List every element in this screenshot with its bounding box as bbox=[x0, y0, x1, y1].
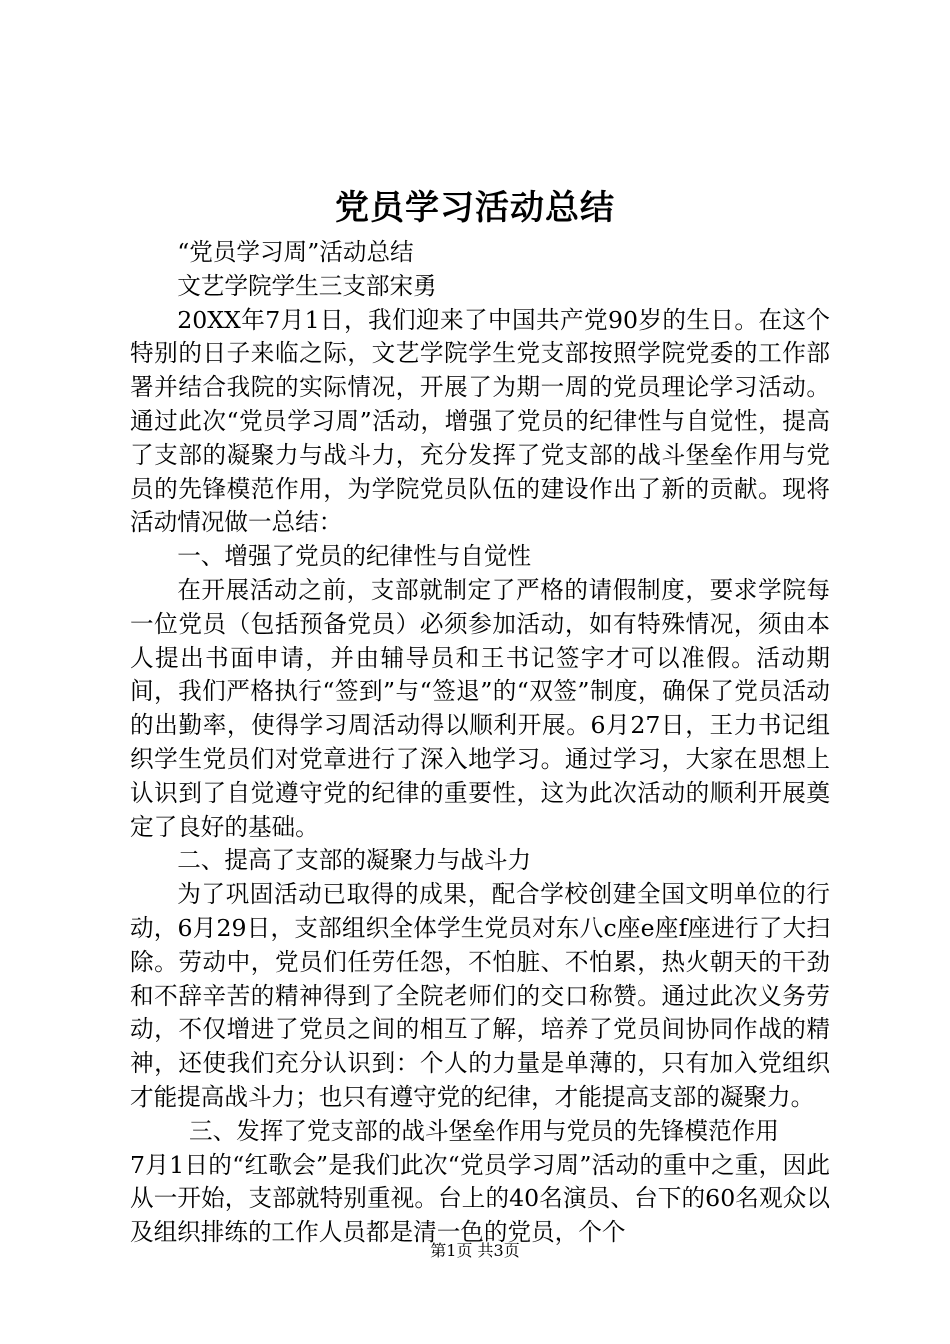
document-title: 党员学习活动总结 bbox=[335, 188, 615, 228]
body-paragraph: 为了巩固活动已取得的成果，配合学校创建全国文明单位的行动，6月29日，支部组织全体学生党员对东八c座e座f座进行了大扫除。劳动中，党员们任劳任怨，不怕脏、不怕累，热火朝天的干劲和不辞辛苦的精神得到了全院老师们的交口称赞。通过此次义务劳动，不仅增进了党员之间的相互了解，培养了党员间协同作战的精神，还使我们充分认识到：个人的力量是单薄的，只有加入党组织才能提高战斗力；也只有遵守党的纪律，才能提高支部的凝聚力。 bbox=[130, 880, 830, 1111]
body-paragraph: 7月1日的“红歌会”是我们此次“党员学习周”活动的重中之重，因此从一开始，支部就特别重视。台上的40名演员、台下的60名观众以及组织排练的工作人员都是清一色的党员，个个 bbox=[130, 1150, 830, 1247]
page-footer: 第1页 共3页 bbox=[430, 1241, 520, 1260]
document-body bbox=[130, 236, 830, 1250]
author-line: 文艺学院学生三支部宋勇 bbox=[177, 271, 437, 300]
section-heading: 二、提高了支部的凝聚力与战斗力 bbox=[177, 846, 532, 875]
body-paragraph: 20XX年7月1日，我们迎来了中国共产党90岁的生日。在这个特别的日子来临之际，文艺学院学生党支部按照学院党委的工作部署并结合我院的实际情况，开展了为期一周的党员理论学习活动。通过此次“党员学习周”活动，增强了党员的纪律性与自觉性，提高了支部的凝聚力与战斗力，充分发挥了党支部的战斗堡垒作用与党员的先锋模范作用，为学院党员队伍的建设作出了新的贡献。现将活动情况做一总结： bbox=[130, 305, 830, 537]
section-heading: 三、发挥了党支部的战斗堡垒作用与党员的先锋模范作用 bbox=[189, 1116, 779, 1145]
section-heading: 一、增强了党员的纪律性与自觉性 bbox=[177, 542, 532, 571]
body-paragraph: 在开展活动之前，支部就制定了严格的请假制度，要求学院每一位党员（包括预备党员）必须参加活动，如有特殊情况，须由本人提出书面申请，并由辅导员和王书记签字才可以准假。活动期间，我们严格执行“签到”与“签退”的“双签”制度，确保了党员活动的出勤率，使得学习周活动得以顺利开展。6月27日，王力书记组织学生党员们对党章进行了深入地学习。通过学习，大家在思想上认识到了自觉遵守党的纪律的重要性，这为此次活动的顺利开展奠定了良好的基础。 bbox=[130, 575, 830, 841]
subtitle-line: “党员学习周”活动总结 bbox=[177, 238, 414, 266]
